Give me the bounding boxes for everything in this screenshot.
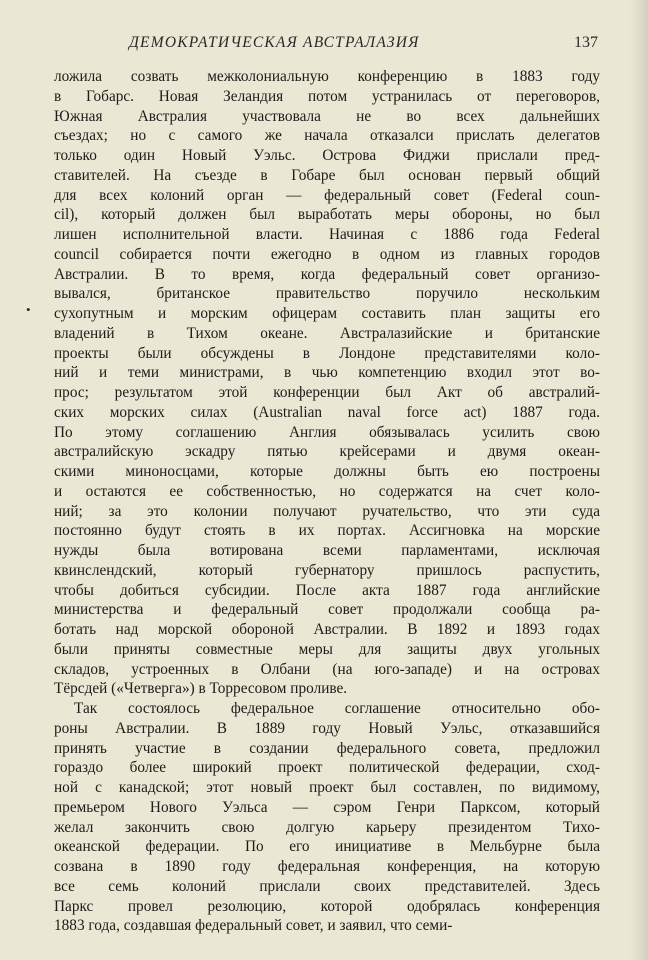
page-edge-shadow xyxy=(630,0,648,960)
text-line: скими миноносцами, которые должны быть ею построены xyxy=(54,463,600,480)
body-text xyxy=(54,67,600,936)
text-line: ний и теми министрами, в чью компетенцию входил этот во- xyxy=(54,364,600,382)
text-line: ставителей. На съезде в Гобаре был основан первый общий xyxy=(54,166,600,184)
text-line: ских морских силах (Australian naval force act) 1887 года. xyxy=(54,403,600,421)
text-line: ложила созвать межколониальную конференцию в 1883 году xyxy=(54,68,600,85)
text-line: для всех колоний орган — федеральный совет (Federal coun- xyxy=(54,186,600,204)
text-line: Паркс провел резолюцию, которой одобрялась конференция xyxy=(54,897,600,915)
text-line: лишен исполнительной власти. Начиная с 1886 года Federal xyxy=(54,226,600,243)
text-line: ботать над морской обороной Австралии. В 1892 и 1893 годах xyxy=(54,621,600,638)
text-line: министерства и федеральный совет продолжали сообща ра- xyxy=(54,601,600,619)
text-line: ной с канадской; этот новый проект был составлен, по видимому, xyxy=(54,779,600,796)
text-line: и остаются ее собственностью, но содержатся на счет коло- xyxy=(54,482,600,500)
text-line: Тёрсдей («Четверга») в Торресовом проливе. xyxy=(54,680,348,698)
text-line: Австралии. В то время, когда федеральный совет организо- xyxy=(54,265,600,283)
text-line: 1883 года, создавшая федеральный совет, и заявил, что семи- xyxy=(54,917,453,935)
paragraph xyxy=(54,67,600,699)
text-line: в Гобарс. Новая Зеландия потом устранилась от переговоров, xyxy=(54,87,600,105)
page-header xyxy=(54,34,598,58)
text-line: съездах; но с самого же начала отказалси прислать делегатов xyxy=(54,127,600,145)
text-line: проекты были обсуждены в Лондоне представителями коло- xyxy=(54,344,600,362)
text-line: По этому соглашению Англия обязывалась усилить свою xyxy=(54,423,600,441)
text-line: нужды была вотирована всеми парламентами, исключая xyxy=(54,542,600,559)
text-line: постоянно будут стоять в их портах. Ассигновка на морские xyxy=(54,522,600,540)
text-line: только один Новый Уэльс. Острова Фиджи прислали пред- xyxy=(54,147,600,164)
text-line: ний; за это колонии получают ручательство, что эти суда xyxy=(54,502,600,520)
text-line: владений в Тихом океане. Австралазийские и британские xyxy=(54,324,600,342)
text-line: роны Австралии. В 1889 году Новый Уэльс, отказавшийся xyxy=(54,719,600,737)
text-line: австралийскую эскадру пятью крейсерами и двумя океан- xyxy=(54,443,600,461)
text-line: все семь колоний прислали своих представителей. Здесь xyxy=(54,877,600,895)
text-line: созвана в 1890 году федеральная конференция, на которую xyxy=(54,858,600,875)
text-line: чтобы добиться субсидии. После акта 1887 года английские xyxy=(54,581,600,599)
paragraph xyxy=(54,699,600,936)
text-line: гораздо более широкий проект политической федерации, сход- xyxy=(54,759,600,777)
margin-mark: • xyxy=(26,302,31,317)
text-line: премьером Нового Уэльса — сэром Генри Парксом, который xyxy=(54,798,600,816)
text-line: принять участие в создании федерального совета, предложил xyxy=(54,739,600,757)
text-line: cil), который должен был выработать меры обороны, но был xyxy=(54,206,600,224)
text-line: council собирается почти ежегодно в одном из главных городов xyxy=(54,245,600,263)
text-line: океанской федерации. По его инициативе в Мельбурне была xyxy=(54,838,600,856)
text-line: квинслендский, который губернатору пришлось распустить, xyxy=(54,561,600,579)
text-line: были приняты совместные меры для защиты двух угольных xyxy=(54,640,600,658)
text-line: вывался, британское правительство поручило нескольким xyxy=(54,285,600,303)
text-line: Так состоялось федеральное соглашение относительно обо- xyxy=(74,700,600,717)
text-line: Южная Австралия участвовала не во всех дальнейших xyxy=(54,107,600,125)
text-line: сухопутным и морским офицерам составить план защиты его xyxy=(54,305,600,322)
text-line: складов, устроенных в Олбани (на юго-западе) и на островах xyxy=(54,660,600,678)
running-title: ДЕМОКРАТИЧЕСКАЯ АВСТРАЛАЗИЯ xyxy=(129,34,420,51)
page-number: 137 xyxy=(574,34,598,51)
text-line: прос; результатом этой конференции был Акт об австралий- xyxy=(54,384,600,401)
text-line: желал закончить свою долгую карьеру президентом Тихо- xyxy=(54,818,600,836)
